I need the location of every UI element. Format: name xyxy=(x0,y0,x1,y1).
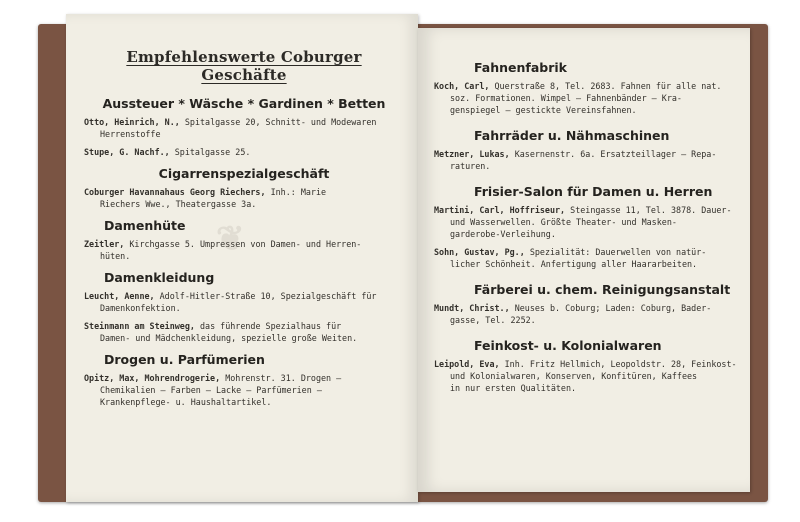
right-page xyxy=(418,28,750,492)
business-text: Spezialität: Dauerwellen von natür- xyxy=(529,247,707,257)
business-name: Mundt, Christ., xyxy=(434,303,510,313)
business-entry xyxy=(84,372,404,408)
business-text: gasse, Tel. 2252. xyxy=(450,315,536,325)
business-name: Sohn, Gustav, Pg., xyxy=(434,247,525,257)
section-heading: Fahnenfabrik xyxy=(474,60,567,75)
business-entry xyxy=(84,116,404,140)
business-text: Adolf-Hitler-Straße 10, Spezialgeschäft für xyxy=(159,291,377,301)
page-title: Empfehlenswerte Coburger Geschäfte xyxy=(126,48,362,84)
business-name: Otto, Heinrich, N., xyxy=(84,117,180,127)
business-entry xyxy=(434,246,738,270)
business-text: Damen- und Mädchenkleidung, spezielle große Weiten. xyxy=(100,333,358,343)
business-text: Kasernenstr. 6a. Ersatzteillager — Repa- xyxy=(514,149,717,159)
business-name: Leipold, Eva, xyxy=(434,359,500,369)
business-text: Mohrenstr. 31. Drogen — xyxy=(225,373,342,383)
business-entry xyxy=(434,148,738,172)
business-text: Steingasse 11, Tel. 3878. Dauer- xyxy=(570,205,732,215)
business-name: Leucht, Aenne, xyxy=(84,291,155,301)
business-text: in nur ersten Qualitäten. xyxy=(450,383,577,393)
business-text: raturen. xyxy=(450,161,491,171)
business-text: soz. Formationen. Wimpel — Fahnenbänder — Kra- xyxy=(450,93,682,103)
business-entry xyxy=(84,238,404,262)
section-heading: Fahrräder u. Nähmaschinen xyxy=(474,128,670,143)
business-text: licher Schönheit. Anfertigung aller Haararbeiten. xyxy=(450,259,698,269)
business-text: garderobe-Verleihung. xyxy=(450,229,556,239)
business-text: Neuses b. Coburg; Laden: Coburg, Bader- xyxy=(514,303,712,313)
section-heading: Aussteuer * Wäsche * Gardinen * Betten xyxy=(102,96,386,111)
section-cigarren xyxy=(84,166,404,210)
business-name: Steinmann am Steinweg, xyxy=(84,321,195,331)
business-text: Damenkonfektion. xyxy=(100,303,181,313)
business-text: Inh. Fritz Hellmich, Leopoldstr. 28, Feinkost- xyxy=(504,359,737,369)
business-name: Martini, Carl, Hoffriseur, xyxy=(434,205,566,215)
section-heading: Färberei u. chem. Reinigungsanstalt xyxy=(474,282,731,297)
business-text: Kirchgasse 5. Umpressen von Damen- und Herren- xyxy=(129,239,362,249)
section-feinkost xyxy=(434,338,738,394)
bleed-through-mark: ❦ xyxy=(216,219,245,259)
business-text: Querstraße 8, Tel. 2683. Fahnen für alle nat. xyxy=(494,81,722,91)
business-entry xyxy=(434,302,738,326)
business-entry xyxy=(434,358,738,394)
business-text: und Wasserwellen. Größte Theater- und Masken- xyxy=(450,217,677,227)
business-entry xyxy=(434,80,738,116)
section-heading: Cigarrenspezialgeschäft xyxy=(158,166,330,181)
section-fahrraeder xyxy=(434,128,738,172)
section-heading: Feinkost- u. Kolonialwaren xyxy=(474,338,662,353)
business-name: Metzner, Lukas, xyxy=(434,149,510,159)
business-text: Spitalgasse 25. xyxy=(174,147,251,157)
business-text: Herrenstoffe xyxy=(100,129,161,139)
section-heading: Frisier-Salon für Damen u. Herren xyxy=(474,184,713,199)
section-heading: Damenhüte xyxy=(104,218,186,233)
business-name: Opitz, Max, Mohrendrogerie, xyxy=(84,373,221,383)
business-name: Zeitler, xyxy=(84,239,125,249)
section-drogen xyxy=(84,352,404,408)
section-damenhuete xyxy=(84,218,404,262)
business-entry xyxy=(84,320,404,344)
section-heading: Damenkleidung xyxy=(104,270,215,285)
business-entry xyxy=(84,186,404,210)
business-name: Stupe, G. Nachf., xyxy=(84,147,170,157)
section-damenkleidung xyxy=(84,270,404,344)
business-text: Inh.: Marie xyxy=(270,187,327,197)
section-frisier-salon xyxy=(434,184,738,270)
business-name: Koch, Carl, xyxy=(434,81,490,91)
section-faerberei xyxy=(434,282,738,326)
section-fahnenfabrik xyxy=(434,60,738,116)
business-text: Spitalgasse 20, Schnitt- und Modewaren xyxy=(184,117,377,127)
business-entry xyxy=(434,204,738,240)
business-text: Riechers Wwe., Theatergasse 3a. xyxy=(100,199,257,209)
business-text: hüten. xyxy=(100,251,131,261)
left-page xyxy=(66,14,418,502)
business-text: genspiegel — gestickte Vereinsfahnen. xyxy=(450,105,637,115)
business-text: Chemikalien — Farben — Lacke — Parfümerien — xyxy=(100,385,322,395)
business-text: und Kolonialwaren, Konserven, Konfitüren, Kaffees xyxy=(450,371,698,381)
section-heading: Drogen u. Parfümerien xyxy=(104,352,265,367)
section-aussteuer xyxy=(84,96,404,158)
business-entry xyxy=(84,290,404,314)
business-text: das führende Spezialhaus für xyxy=(199,321,342,331)
business-entry xyxy=(84,146,404,158)
business-name: Coburger Havannahaus Georg Riechers, xyxy=(84,187,266,197)
business-text: Krankenpflege- u. Haushaltartikel. xyxy=(100,397,272,407)
